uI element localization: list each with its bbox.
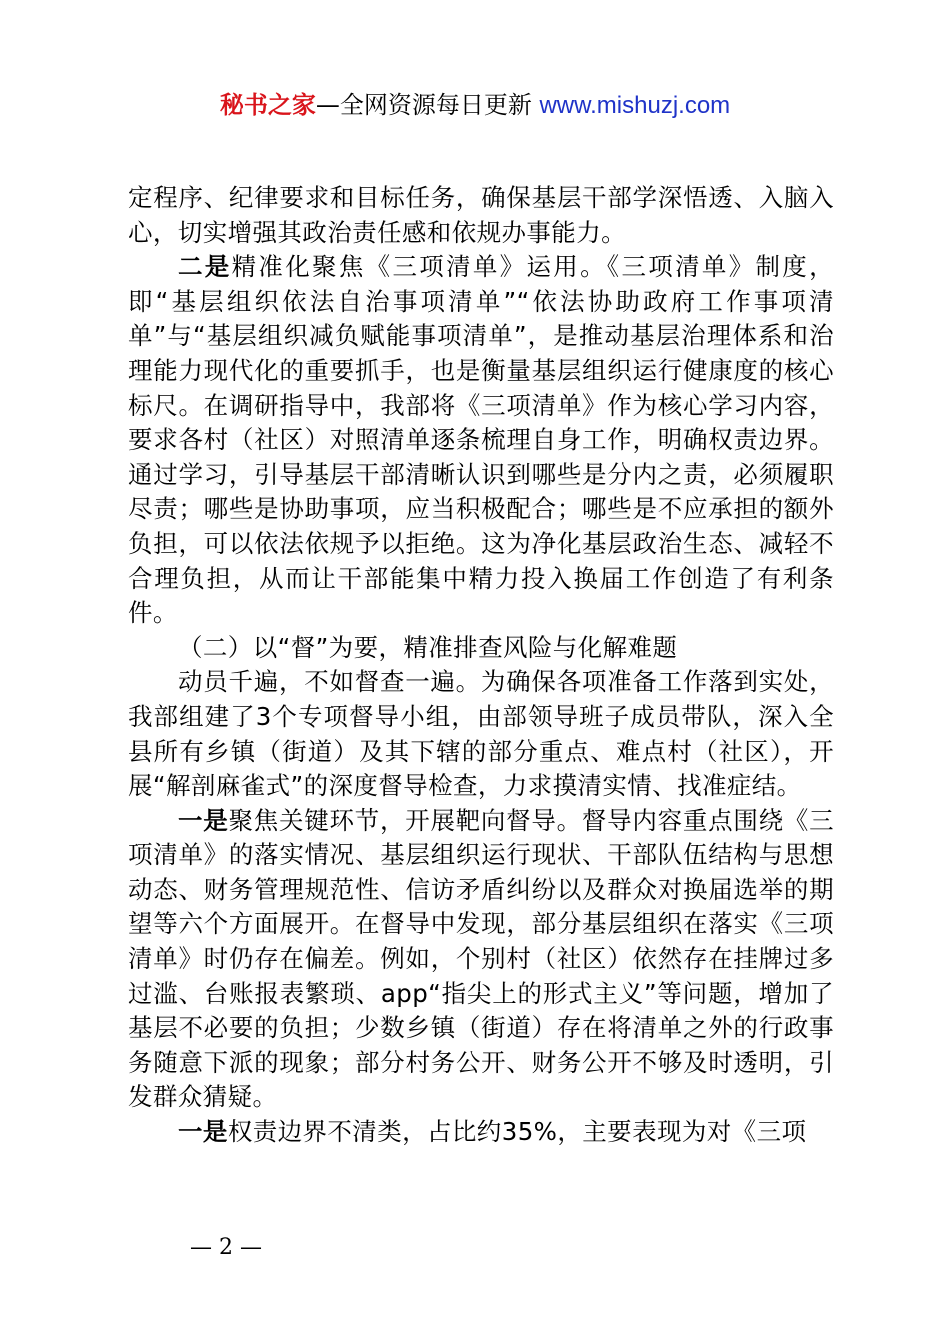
brand-name: 秘书之家 (219, 91, 316, 119)
paragraph-point-two (128, 250, 834, 631)
site-url-link[interactable]: www.mishuzj.com (539, 92, 731, 119)
paragraph-text: 权责边界不清类，占比约35%，主要表现为对《三项 (227, 1117, 807, 1147)
page-number: — 2 — (190, 1235, 262, 1260)
header-slogan: —全网资源每日更新 (315, 91, 540, 119)
paragraph-point-one-category (128, 1115, 834, 1150)
paragraph-text: 精准化聚焦《三项清单》运用。《三项清单》制度，即“基层组织依法自治事项清单”“依法协助政府工作事项清单”与“基层组织减负赋能事项清单”，是推动基层治理体系和治理能力现代化的重要抓手，也是衡量基层组织运行健康度的核心标尺。在调研指导中，我部将《三项清单》作为核心学习内容，要求各村（社区）对照清单逐条梳理自身工作，明确权责边界。通过学习，引导基层干部清晰认识到哪些是分内之责，必须履职尽责；哪些是协助事项，应当积极配合；哪些是不应承担的额外负担，可以依法依规予以拒绝。这为净化基层政治生态、减轻不合理负担，从而让干部能集中精力投入换届工作创造了有利条件。 (128, 252, 834, 628)
document-body (128, 181, 834, 1150)
paragraph-lead: 一是 (178, 805, 229, 835)
paragraph-text: 聚焦关键环节，开展靶向督导。督导内容重点围绕《三项清单》的落实情况、基层组织运行现状、干部队伍结构与思想动态、财务管理规范性、信访矛盾纠纷以及群众对换届选举的期望等六个方面展开。在督导中发现，部分基层组织在落实《三项清单》时仍存在偏差。例如，个别村（社区）依然存在挂牌过多过滥、台账报表繁琐、app“指尖上的形式主义”等问题，增加了基层不必要的负担；少数乡镇（街道）存在将清单之外的行政事务随意下派的现象；部分村务公开、财务公开不够及时透明，引发群众猜疑。 (128, 805, 834, 1112)
site-header (0, 88, 950, 123)
section-heading (128, 631, 834, 666)
paragraph-continuation (128, 181, 834, 250)
section-heading-text: （二）以“督”为要，精准排查风险与化解难题 (178, 632, 678, 662)
paragraph-supervision (128, 665, 834, 803)
paragraph-text: 动员千遍，不如督查一遍。为确保各项准备工作落到实处，我部组建了3个专项督导小组，由部领导班子成员带队，深入全县所有乡镇（街道）及其下辖的部分重点、难点村（社区），开展“解剖麻雀式”的深度督导检查，力求摸清实情、找准症结。 (128, 667, 834, 801)
paragraph-text: 定程序、纪律要求和目标任务，确保基层干部学深悟透、入脑入心，切实增强其政治责任感和依规办事能力。 (128, 183, 834, 247)
paragraph-lead: 二是 (178, 252, 232, 282)
paragraph-point-one (128, 804, 834, 1115)
paragraph-lead: 一是 (178, 1117, 228, 1147)
